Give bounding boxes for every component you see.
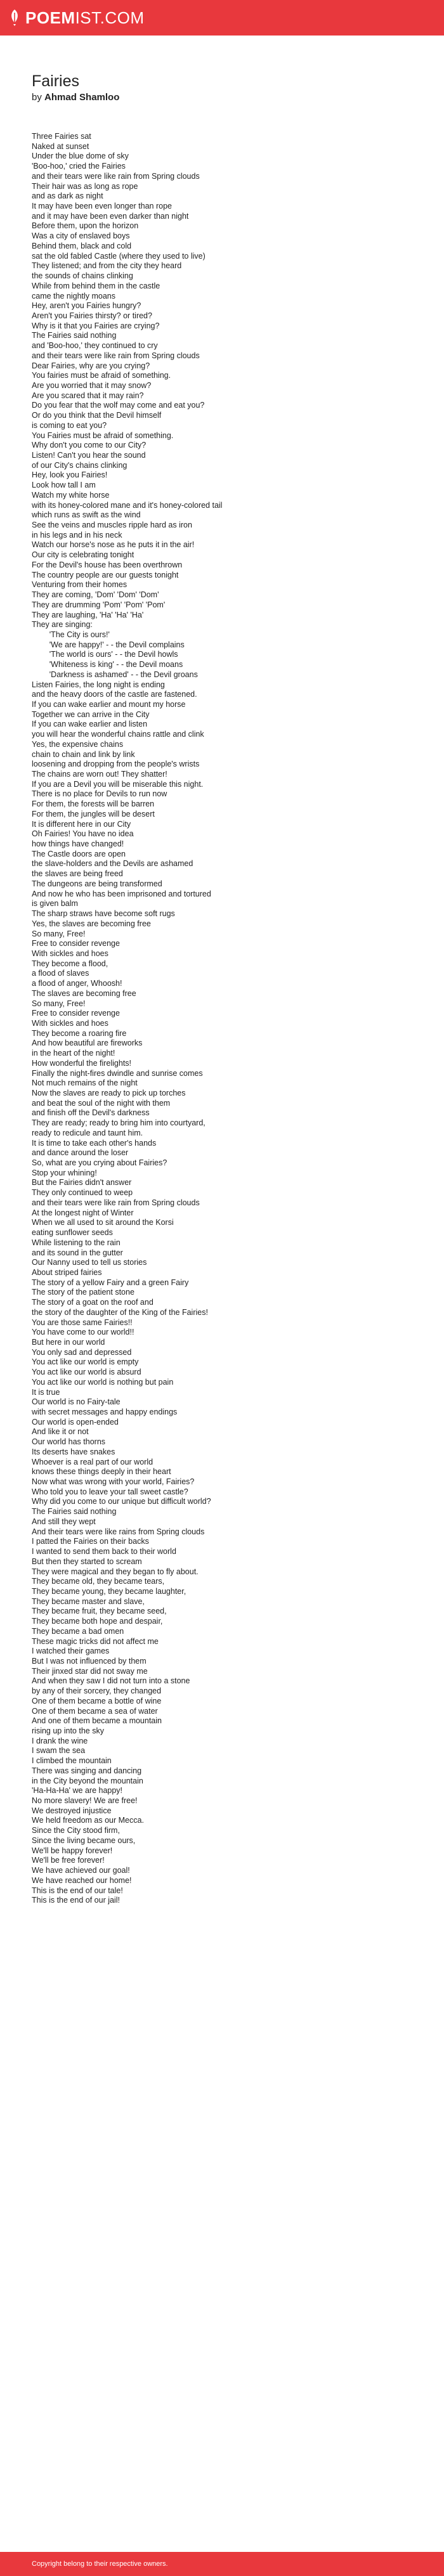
quill-pen-icon bbox=[9, 9, 20, 27]
byline-prefix: by bbox=[32, 92, 42, 103]
site-header bbox=[0, 0, 444, 36]
poem-container bbox=[0, 36, 444, 1906]
poem-byline bbox=[32, 92, 444, 103]
poem-body: Three Fairies sat Naked at sunset Under the blue dome of sky 'Boo-hoo,' cried the Fairies and their tears were like rain from Spring clouds Their hair was as long as rope and as dark as night It may have been even longer than rope and it may have been even darker than night Before them, upon the horizon Was a city of enslaved boys Behind them, black and cold sat the old fabled Castle (where they used to live) They listened; and from the city they heard the sounds of chains clinking While from behind them in the castle came the nightly moans Hey, aren't you Fairies hungry? Aren't you Fairies thirsty? or tired? Why is it that you Fairies are crying? The Fairies said nothing and 'Boo-hoo,' they continued to cry and their tears were like rain from Spring clouds Dear Fairies, why are you crying? You fairies must be afraid of something. Are you worried that it may snow? Are you scared that it may rain? Do you fear that the wolf may come and eat you? Or do you think that the Devil himself is coming to eat you? You Fairies must be afraid of something. Why don't you come to our City? Listen! Can't you hear the sound of our City's chains clinking Hey, look you Fairies! Look how tall I am Watch my white horse with its honey-colored mane and it's honey-colored tail which runs as swift as the wind See the veins and muscles ripple hard as iron in his legs and in his neck Watch our horse's nose as he puts it in the air! Our city is celebrating tonight For the Devil's house has been overthrown The country people are our guests tonight Venturing from their homes They are coming, 'Dom' 'Dom' 'Dom' They are drumming 'Pom' 'Pom' 'Pom' They are laughing, 'Ha' 'Ha' 'Ha' They are singing: 'The City is ours!' 'We are happy!' - - the Devil complains 'The world is ours' - - the Devil howls 'Whiteness is king' - - the Devil moans 'Darkness is ashamed' - - the Devil groans Listen Fairies, the long night is ending and the heavy doors of the castle are fastened. If you can wake earlier and mount my horse Together we can arrive in the City If you can wake earlier and listen you will hear the wonderful chains rattle and clink Yes, the expensive chains chain to chain and link by link loosening and dropping from the people's wrists The chains are worn out! They shatter! If you are a Devil you will be miserable this night. There is no place for Devils to run now For them, the forests will be barren For them, the jungles will be desert It is different here in our City Oh Fairies! You have no idea how things have changed! The Castle doors are open the slave-holders and the Devils are ashamed the slaves are being freed The dungeons are being transformed And now he who has been imprisoned and tortured is given balm The sharp straws have become soft rugs Yes, the slaves are becoming free So many, Free! Free to consider revenge With sickles and hoes They become a flood, a flood of slaves a flood of anger, Whoosh! The slaves are becoming free So many, Free! Free to consider revenge With sickles and hoes They become a roaring fire And how beautiful are fireworks in the heart of the night! How wonderful the firelights! Finally the night-fires dwindle and sunrise comes Not much remains of the night Now the slaves are ready to pick up torches and beat the soul of the night with them and finish off the Devil's darkness They are ready; ready to bring him into courtyard, ready to redicule and taunt him. It is time to take each other's hands and dance around the loser So, what are you crying about Fairies? Stop your whining! But the Fairies didn't answer They only continued to weep and their tears were like rain from Spring clouds At the longest night of Winter When we all used to sit around the Korsi eating sunflower seeds While listening to the rain and its sound in the gutter Our Nanny used to tell us stories About striped fairies The story of a yellow Fairy and a green Fairy The story of the patient stone The story of a goat on the roof and the story of the daughter of the King of the Fairies! You are those same Fairies!! You have come to our world!! But here in our world You only sad and depressed You act like our world is empty You act like our world is absurd You act like our world is nothing but pain It is true Our world is no Fairy-tale with secret messages and happy endings Our world is open-ended And like it or not Our world has thorns Its deserts have snakes Whoever is a real part of our world knows these things deeply in their heart Now what was wrong with your world, Fairies? Who told you to leave your tall sweet castle? Why did you come to our unique but difficult world? The Fairies said nothing And still they wept And their tears were like rains from Spring clouds I patted the Fairies on their backs I wanted to send them back to their world But then they started to scream They were magical and they began to fly about. They became old, they became tears, They became young, they became laughter, They became master and slave, They became fruit, they became seed, They became both hope and despair, They became a bad omen These magic tricks did not affect me I watched their games But I was not influenced by them Their jinxed star did not sway me And when they saw I did not turn into a stone by any of their sorcery, they changed One of them became a bottle of wine One of them became a sea of water And one of them became a mountain rising up into the sky I drank the wine I swam the sea I climbed the mountain There was singing and dancing in the City beyond the mountain 'Ha-Ha-Ha' we are happy! No more slavery! We are free! We destroyed injustice We held freedom as our Mecca. Since the City stood firm, Since the living became ours, We'll be happy forever! We'll be free forever! We have achieved our goal! We have reached our home! This is the end of our tale! This is the end of our jail! bbox=[32, 132, 223, 1905]
site-logo[interactable]: POEMIST.COM bbox=[25, 8, 145, 27]
site-footer bbox=[0, 2552, 444, 2576]
copyright-text: Copyright belong to their respective owners. bbox=[32, 2560, 168, 2568]
poem-title: Fairies bbox=[32, 72, 80, 90]
author-name[interactable]: Ahmad Shamloo bbox=[44, 92, 120, 103]
